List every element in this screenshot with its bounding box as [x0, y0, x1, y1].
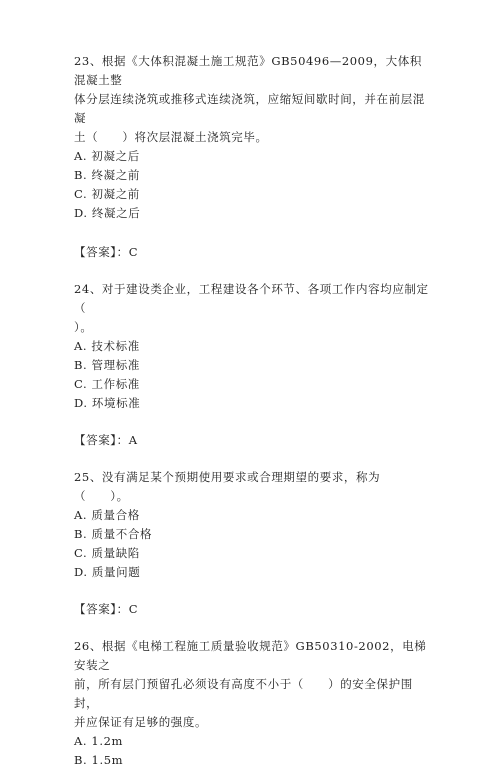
- question-23: [74, 52, 434, 223]
- option-c: C. 初凝之前: [74, 187, 140, 201]
- answer-25: 【答案】：C: [74, 602, 139, 616]
- option-d: D. 终凝之后: [74, 206, 141, 220]
- question-line: 并应保证有足够的强度。: [74, 715, 208, 729]
- option-a: A. 质量合格: [74, 508, 140, 522]
- question-line: 24、对于建设类企业，工程建设各个环节、各项工作内容均应制定（: [74, 282, 429, 315]
- option-b: B. 1.5m: [74, 753, 124, 767]
- question-line: 体分层连续浇筑或推移式连续浇筑，应缩短间歇时间，并在前层混凝: [74, 92, 425, 125]
- answer-23: 【答案】：C: [74, 245, 139, 259]
- option-d: D. 质量问题: [74, 565, 141, 579]
- document-page: [74, 52, 434, 770]
- question-line: 26、根据《电梯工程施工质量验收规范》GB50310-2002，电梯安装之: [74, 639, 427, 672]
- option-a: A. 1.2m: [74, 734, 124, 748]
- question-line: 前，所有层门预留孔必须设有高度不小于（ ）的安全保护围封，: [74, 677, 413, 710]
- question-line: ）。: [74, 320, 93, 334]
- option-b: B. 管理标准: [74, 358, 140, 372]
- option-c: C. 工作标准: [74, 377, 140, 391]
- option-a: A. 初凝之后: [74, 149, 140, 163]
- question-line: 23、根据《大体积混凝土施工规范》GB50496—2009，大体积混凝土整: [74, 54, 422, 87]
- option-c: C. 质量缺陷: [74, 546, 140, 560]
- option-a: A. 技术标准: [74, 339, 140, 353]
- answer-24: 【答案】：A: [74, 433, 138, 447]
- question-26: [74, 637, 434, 770]
- option-b: B. 终凝之前: [74, 168, 140, 182]
- question-25: [74, 468, 434, 582]
- question-line: 土（ ）将次层混凝土浇筑完毕。: [74, 130, 268, 144]
- question-line: 25、没有满足某个预期使用要求或合理期望的要求，称为（ ）。: [74, 470, 381, 503]
- option-b: B. 质量不合格: [74, 527, 153, 541]
- question-24: [74, 280, 434, 413]
- option-d: D. 环境标准: [74, 396, 141, 410]
